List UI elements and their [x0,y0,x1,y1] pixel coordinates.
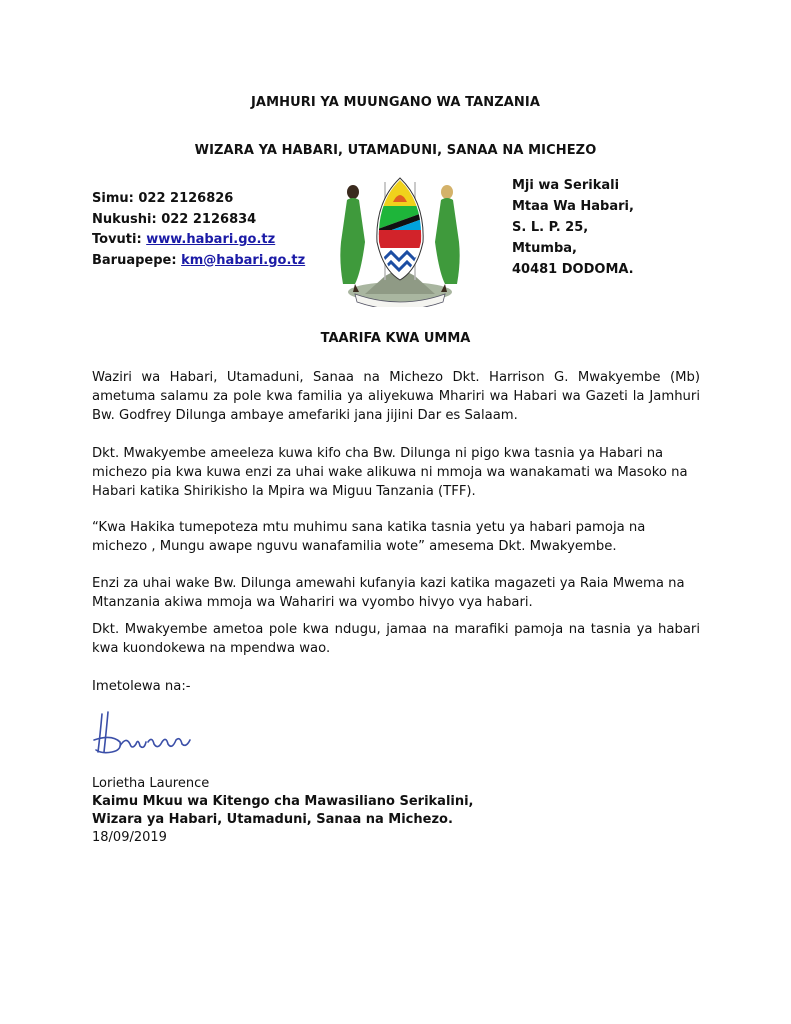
postal-address [512,175,634,280]
fax-label: Nukushi: [92,211,157,227]
phone-line [92,189,305,210]
email-line [92,251,305,272]
address-line: Mtaa Wa Habari, [512,199,634,214]
ministry-heading: WIZARA YA HABARI, UTAMADUNI, SANAA NA MICHEZO [194,143,597,158]
address-line: S. L. P. 25, [512,220,589,235]
signer-block [92,775,474,847]
handwritten-signature-icon [92,706,202,766]
website-line [92,230,305,251]
website-label: Tovuti: [92,232,142,247]
address-line: 40481 DODOMA. [512,262,634,277]
document-title: TAARIFA KWA UMMA [320,331,471,346]
fax-line [92,210,305,231]
email-label: Baruapepe: [92,252,177,268]
issue-date: 18/09/2019 [92,830,167,845]
paragraph-5: Dkt. Mwakyembe ametoa pole kwa ndugu, jamaa na marafiki pamoja na tasnia ya habari kwa kuondokewa na mpendwa wao. [92,622,700,656]
phone-value: 022 2126826 [138,191,234,206]
phone-label: Simu: [92,191,134,206]
signer-organization: Wizara ya Habari, Utamaduni, Sanaa na Michezo. [92,812,453,827]
tanzania-coat-of-arms-icon [325,172,475,307]
republic-heading: JAMHURI YA MUUNGANO WA TANZANIA [250,95,541,110]
fax-value: 022 2126834 [161,211,257,227]
address-line: Mji wa Serikali [512,178,620,193]
paragraph-1: Waziri wa Habari, Utamaduni, Sanaa na Michezo Dkt. Harrison G. Mwakyembe (Mb) ametuma salamu za pole kwa familia ya aliyekuwa Mhariri wa Habari wa Gazeti la Jamhuri Bw. Godfrey Dilunga ambaye amefariki jana jijini Dar es Salaam. [92,370,700,423]
paragraph-3: “Kwa Hakika tumepoteza mtu muhimu sana katika tasnia yetu ya habari pamoja na michezo , Mungu awape nguvu wanafamilia wote” amesema Dkt. Mwakyembe. [92,520,646,554]
website-link[interactable]: www.habari.go.tz [146,232,276,247]
email-link[interactable]: km@habari.go.tz [181,252,306,268]
address-line: Mtumba, [512,241,577,256]
signer-name: Lorietha Laurence [92,776,210,791]
signer-position: Kaimu Mkuu wa Kitengo cha Mawasiliano Serikalini, [92,794,474,809]
paragraph-4: Enzi za uhai wake Bw. Dilunga amewahi kufanyia kazi katika magazeti ya Raia Mwema na Mtanzania akiwa mmoja wa Wahariri wa vyombo hivyo vya habari. [92,576,685,610]
issued-by-label: Imetolewa na:- [92,679,191,694]
paragraph-2: Dkt. Mwakyembe ameeleza kuwa kifo cha Bw. Dilunga ni pigo kwa tasnia ya Habari na michezo pia kwa kuwa enzi za uhai wake alikuwa ni mmoja wa wanakamati wa Masoko na Habari katika Shirikisho la Mpira wa Miguu Tanzania (TFF). [92,446,688,499]
contact-block [92,189,305,271]
